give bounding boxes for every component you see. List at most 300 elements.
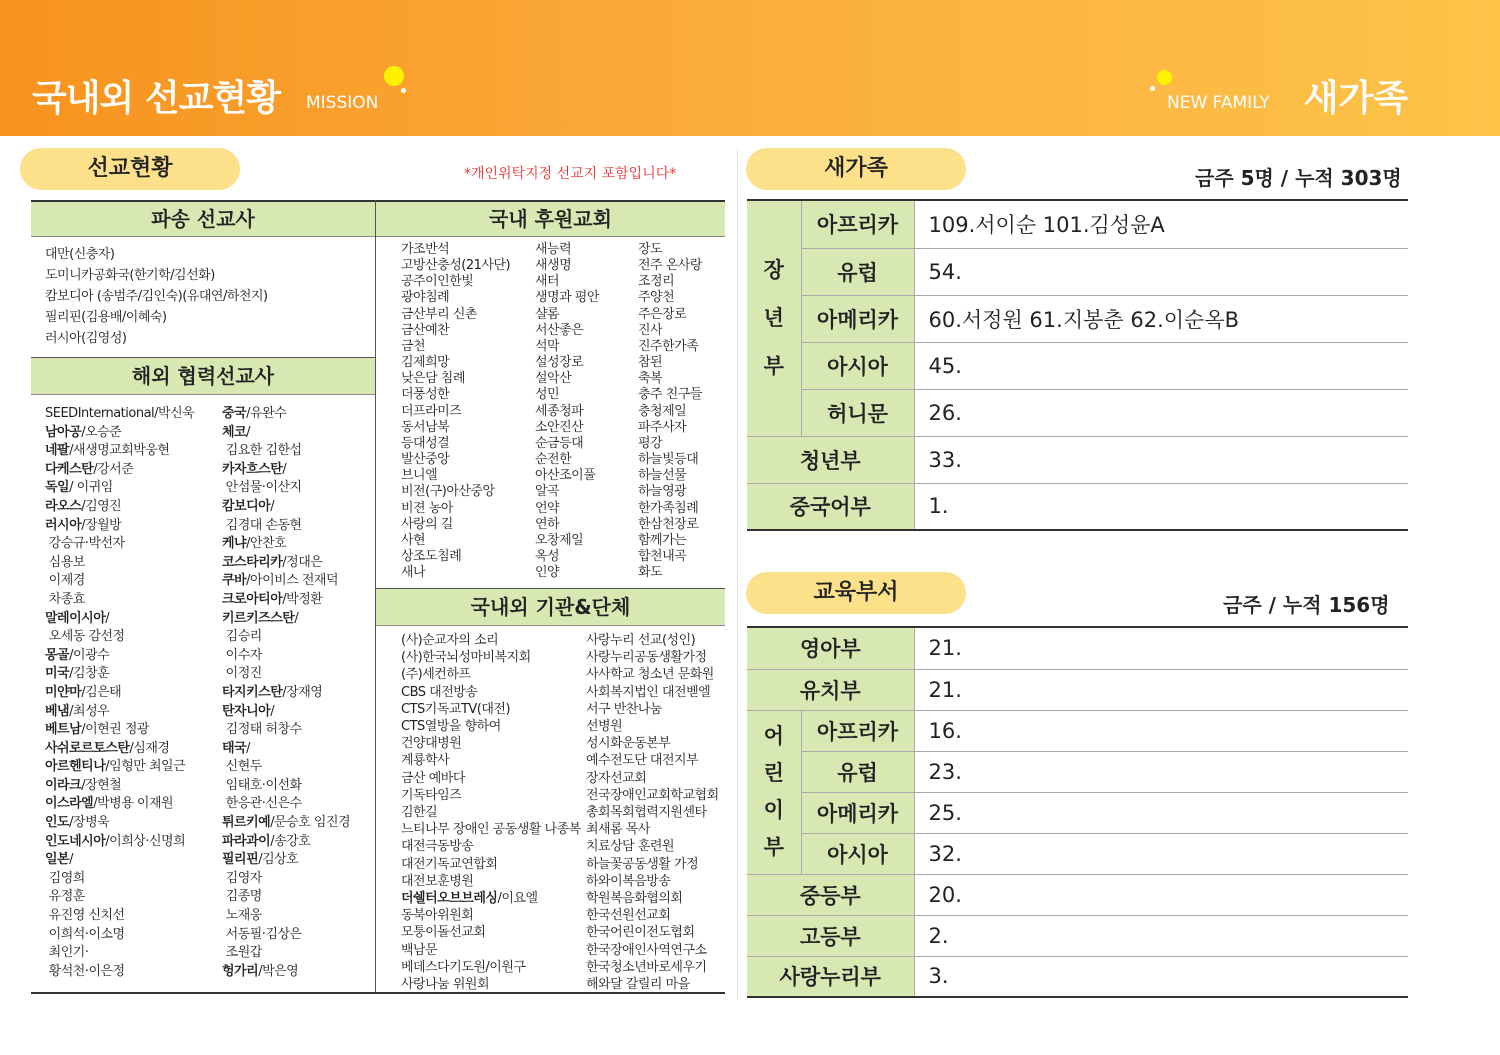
overseas-item: [222, 610, 350, 629]
sent-missionary-item: 대만(신충자): [45, 247, 115, 262]
overseas-item: [45, 610, 194, 629]
overseas-item-country: 태국: [222, 740, 247, 756]
overseas-item-names: 김영자: [222, 870, 262, 886]
row-label: 고등부: [747, 915, 914, 956]
overseas-item: [45, 703, 194, 722]
overseas-item-names: 임태호·이선화: [222, 777, 302, 793]
overseas-item-country: 헝가리: [222, 963, 259, 979]
row-value: 23.: [914, 751, 1408, 792]
overseas-item-names: 유진영 신치선: [45, 908, 125, 924]
sent-missionary-header: 파송 선교사: [31, 200, 375, 237]
overseas-item: [222, 684, 350, 703]
church-item: 아산조이풀: [535, 468, 596, 484]
overseas-item: [45, 665, 194, 684]
organization-item: [401, 959, 581, 976]
church-item: 순전한: [535, 452, 572, 468]
overseas-item: [222, 591, 350, 610]
overseas-item-names: /아이비스 전재덕: [246, 573, 339, 589]
overseas-item-country: 미얀마: [45, 684, 82, 700]
church-item: 한삼천장로: [638, 516, 699, 532]
group-label-char: 린: [763, 761, 784, 785]
overseas-item-names: 심용보: [45, 554, 85, 570]
overseas-item-country: 튀르키예: [222, 815, 271, 831]
overseas-item-country: 키르키즈스탄: [222, 610, 295, 626]
overseas-item-names: /정대은: [282, 554, 323, 570]
overseas-item-country: 말레이시아: [45, 610, 106, 626]
church-item: 고방산충성(21사단): [401, 258, 511, 274]
overseas-item: [222, 907, 350, 926]
church-item: 충청제일: [638, 403, 687, 419]
church-item: 주은장로: [638, 306, 687, 322]
overseas-item-names: /강서준: [93, 461, 134, 477]
row-value: 21.: [914, 669, 1408, 710]
overseas-item-country: 쿠바: [222, 573, 247, 589]
domestic-church-header: 국내 후원교회: [376, 200, 725, 237]
education-count: 금주 / 누적 156명: [1223, 593, 1390, 617]
organization-item-names: CTS열방을 향하여: [401, 719, 501, 735]
overseas-item-names: 이수자: [222, 647, 262, 663]
mission-pill: 선교현황: [20, 148, 240, 190]
row-label: 유럽: [801, 248, 914, 295]
table-row: [747, 956, 1408, 997]
church-item: 오창제일: [535, 532, 584, 548]
organization-item: [401, 942, 581, 959]
organization-item: 성시화운동본부: [586, 736, 671, 752]
overseas-item-country: 아르헨티나: [45, 759, 106, 775]
overseas-item-names: /오승준: [81, 424, 122, 440]
church-item: 브니엘: [401, 468, 438, 484]
organization-item: 최새롬 목사: [586, 822, 650, 838]
overseas-item-country: 이라크: [45, 777, 82, 793]
overseas-item: [222, 851, 350, 870]
overseas-item: [45, 479, 194, 498]
table-row: [747, 915, 1408, 956]
organization-item: 사사학교 청소년 문화원: [586, 667, 714, 683]
overseas-item-names: 유정훈: [45, 889, 85, 905]
organization-item: [401, 856, 581, 873]
church-item: 금천: [401, 338, 426, 354]
row-value: 2.: [914, 915, 1408, 956]
organization-item: 총회목회협력지원센타: [586, 805, 707, 821]
overseas-item: [45, 851, 194, 870]
row-label: 아메리카: [801, 792, 914, 833]
organization-item: 사회복지법인 대전벧엘: [586, 684, 711, 700]
overseas-item-names: 김정태 허창수: [222, 722, 302, 738]
church-item: 충주 친구들: [638, 387, 702, 403]
organization-item: [401, 907, 581, 924]
row-label: 아시아: [801, 833, 914, 874]
organization-item-names: 김한길: [401, 805, 438, 821]
domestic-church-col1: [401, 242, 510, 581]
overseas-item-names: SEEDInternational/박신욱: [45, 406, 195, 421]
overseas-item: [45, 554, 194, 573]
overseas-item-country: 러시아: [45, 517, 82, 533]
overseas-item: [45, 628, 194, 647]
overseas-item: [222, 572, 350, 591]
church-item: 더풍성한: [401, 387, 450, 403]
overseas-item-names: 김영희: [45, 870, 85, 886]
overseas-item-country: 베냄: [45, 703, 70, 719]
overseas-list-col1: [45, 405, 194, 981]
church-item: 하늘빛등대: [638, 452, 699, 468]
overseas-item-names: /문승호 임진경: [270, 815, 351, 831]
organization-col2: [586, 632, 719, 993]
overseas-item-country: 미국: [45, 666, 70, 682]
row-label: 유럽: [801, 751, 914, 792]
organization-item: [401, 976, 581, 993]
church-item: 금산부리 신촌: [401, 306, 477, 322]
organization-item: [401, 787, 581, 804]
overseas-item-names: 차종효: [45, 591, 85, 607]
organization-item: 하와이복음방송: [586, 873, 671, 889]
row-value: 45.: [914, 342, 1408, 389]
overseas-item: [45, 591, 194, 610]
row-value: 3.: [914, 956, 1408, 997]
group-label-char: 부: [763, 835, 784, 859]
organization-item: [401, 890, 581, 907]
organization-item-names: /이요엘: [497, 891, 538, 907]
overseas-item-names: /박병용 이재원: [93, 796, 174, 812]
church-item: 장도: [638, 242, 663, 257]
row-label: 아프리카: [801, 710, 914, 751]
overseas-item: [45, 517, 194, 536]
church-item: 한가족침례: [638, 500, 699, 516]
overseas-item: [222, 628, 350, 647]
overseas-item-country: 몽골: [45, 647, 70, 663]
organization-item-names: 베데스다기도원/이원구: [401, 959, 526, 975]
organization-item-names: 사랑나눔 위원회: [401, 977, 490, 993]
organization-item-country: 더쉘터오브브레싱: [401, 891, 498, 907]
organization-item-names: (사)한국뇌성마비복지회: [401, 650, 531, 666]
organization-item: 선병원: [586, 719, 623, 735]
overseas-item-country: 독일: [45, 480, 70, 496]
overseas-item-country: 크로아티아: [222, 591, 283, 607]
table-row: [747, 389, 1408, 436]
church-item: 광야침례: [401, 290, 450, 306]
row-label: 아시아: [801, 342, 914, 389]
organization-item-names: CBS 대전방송: [401, 684, 478, 700]
church-item: 비전(구)아산중앙: [401, 484, 495, 500]
church-item: 화도: [638, 565, 663, 581]
church-item: 하늘영광: [638, 484, 687, 500]
overseas-item: [45, 721, 194, 740]
organization-item: 한국선원선교회: [586, 908, 671, 924]
overseas-item-names: 한응관·신은수: [222, 796, 302, 812]
organization-item: 사랑누리공동생활가정: [586, 650, 707, 666]
group-label-char: 어: [763, 724, 784, 748]
overseas-item-names: 최인기·: [45, 945, 89, 961]
dot-icon: [1157, 70, 1172, 85]
overseas-item: [222, 888, 350, 907]
church-item: 파주사자: [638, 419, 687, 435]
organization-item: 치료상담 훈련원: [586, 839, 675, 855]
church-item: 새나: [401, 565, 426, 581]
overseas-item-names: 황석천·이은정: [45, 963, 125, 979]
church-item: 하늘선물: [638, 468, 687, 484]
overseas-item: [222, 535, 350, 554]
overseas-item-country: 중국: [222, 406, 247, 421]
overseas-item-country: 베트남: [45, 722, 82, 738]
overseas-item: [45, 442, 194, 461]
church-item: 함께가는: [638, 532, 687, 548]
organization-item: [401, 821, 581, 838]
overseas-item-names: /이현권 정광: [81, 722, 149, 738]
church-item: 전주 온사랑: [638, 258, 702, 274]
church-item: 성민: [535, 387, 560, 403]
row-label: 허니문: [801, 389, 914, 436]
church-item: 진주한가족: [638, 338, 699, 354]
church-item: 생명과 평안: [535, 290, 599, 306]
row-label: 아메리카: [801, 295, 914, 342]
organization-item-names: 느티나무 장애인 공동생활 나종복: [401, 822, 581, 838]
overseas-item-names: 김승리: [222, 629, 262, 645]
row-value: 26.: [914, 389, 1408, 436]
domestic-church-col3: [638, 242, 702, 581]
overseas-item: [222, 517, 350, 536]
organization-item: [401, 924, 581, 941]
overseas-item-names: /장재영: [282, 684, 323, 700]
overseas-item-country: 인도네시아: [45, 833, 106, 849]
overseas-item: [45, 888, 194, 907]
row-label: 중등부: [747, 874, 914, 915]
row-value: 20.: [914, 874, 1408, 915]
sent-missionary-list: [45, 244, 268, 349]
church-item: 새생명: [535, 258, 572, 274]
church-item: 새능력: [535, 242, 572, 257]
overseas-item-names: /심재경: [129, 740, 170, 756]
organization-item-names: 동북아위원회: [401, 908, 474, 924]
table-row: [747, 710, 1408, 751]
overseas-item: [45, 926, 194, 945]
overseas-item-names: /박정환: [282, 591, 323, 607]
overseas-item-names: /장현철: [81, 777, 122, 793]
church-item: 샬롬: [535, 306, 560, 322]
overseas-item: [45, 461, 194, 480]
overseas-item: [45, 424, 194, 443]
overseas-item: [222, 554, 350, 573]
overseas-item-country: 남아공: [45, 424, 82, 440]
overseas-item-names: 노재웅: [222, 908, 262, 924]
church-item: 김제희망: [401, 355, 450, 371]
table-row: [747, 436, 1408, 483]
overseas-item-names: /: [246, 740, 251, 756]
row-value: 21.: [914, 628, 1408, 669]
overseas-item: [222, 647, 350, 666]
overseas-item: [45, 795, 194, 814]
church-item: 석막: [535, 338, 560, 354]
row-value: 109.서이순 101.김성윤A: [914, 201, 1408, 248]
overseas-item-country: 필리핀: [222, 852, 259, 868]
overseas-item: [45, 944, 194, 963]
organization-item: [401, 649, 581, 666]
church-item: 인양: [535, 565, 560, 581]
overseas-item: [222, 777, 350, 796]
organization-item: [401, 752, 581, 769]
organization-header: 국내외 기관&단체: [376, 588, 725, 626]
overseas-item: [222, 405, 350, 424]
organization-item: 하늘꽃공동생활 가정: [586, 856, 699, 872]
overseas-item: [45, 684, 194, 703]
church-item: 낮은담 침례: [401, 371, 465, 387]
church-item: 공주이인한빛: [401, 274, 474, 290]
sent-missionary-item: 도미니카공화국(한기학/김선화): [45, 268, 215, 283]
overseas-item: [222, 963, 350, 982]
church-item: 더프라미즈: [401, 403, 462, 419]
overseas-item-names: /임형만 최일근: [105, 759, 186, 775]
sent-missionary-item: 필리핀(김용배/이혜숙): [45, 310, 167, 325]
overseas-item: [45, 498, 194, 517]
church-item: 연하: [535, 516, 560, 532]
group-label-char: 장: [763, 258, 784, 283]
overseas-item-country: 체코: [222, 424, 247, 440]
overseas-item-names: 서동필·김상은: [222, 926, 302, 942]
overseas-item: [222, 758, 350, 777]
overseas-item: [222, 461, 350, 480]
overseas-item-names: /: [294, 610, 299, 626]
row-label: 중국어부: [747, 483, 914, 530]
church-item: 상조도침례: [401, 548, 462, 564]
overseas-item-country: 다케스탄: [45, 461, 94, 477]
organization-item: 장자선교회: [586, 770, 647, 786]
header-title-newfamily: 새가족: [1303, 78, 1408, 119]
church-item: 발산중앙: [401, 452, 450, 468]
header-title-mission: 국내외 선교현황: [32, 78, 280, 119]
row-value: 1.: [914, 483, 1408, 530]
overseas-item: [222, 498, 350, 517]
organization-item: [401, 838, 581, 855]
church-item: 세종청파: [535, 403, 584, 419]
overseas-item-names: 김요한 김한섭: [222, 443, 302, 459]
organization-item: 예수전도단 대전지부: [586, 753, 699, 769]
overseas-list-col2: [222, 405, 350, 981]
overseas-item-names: /장월방: [81, 517, 122, 533]
overseas-item: [45, 647, 194, 666]
overseas-item-names: /장병욱: [69, 815, 110, 831]
sent-missionary-item: 캄보디아 (송범주/김인숙)(유대연/하천지): [45, 289, 268, 304]
church-item: 사랑의 길: [401, 516, 453, 532]
organization-item-names: 대전기독교연합회: [401, 856, 498, 872]
row-value: 54.: [914, 248, 1408, 295]
education-pill: 교육부서: [746, 572, 966, 614]
organization-item: [401, 718, 581, 735]
organization-item-names: (사)순교자의 소리: [401, 633, 499, 648]
organization-item: [401, 804, 581, 821]
church-item: 비젼 농아: [401, 500, 453, 516]
organization-item-names: (주)세컨하프: [401, 667, 471, 683]
organization-item: 전국장애인교회학교협회: [586, 787, 719, 803]
organization-item-names: 건양대병원: [401, 736, 462, 752]
overseas-item-names: 김종명: [222, 889, 262, 905]
overseas-item-names: 이제경: [45, 573, 85, 589]
overseas-item: [45, 963, 194, 982]
overseas-item: [222, 926, 350, 945]
church-item: 동서남북: [401, 419, 450, 435]
group-label-cell: [747, 201, 801, 436]
sent-missionary-item: 러시아(김영성): [45, 331, 127, 346]
church-item: 축복: [638, 371, 663, 387]
overseas-item-names: /안찬호: [246, 536, 287, 552]
church-item: 등대성결: [401, 435, 450, 451]
organization-item: [401, 735, 581, 752]
table-row: [747, 833, 1408, 874]
overseas-item: [222, 833, 350, 852]
overseas-item-country: 캄보디아: [222, 498, 271, 514]
organization-item-names: 대전극동방송: [401, 839, 474, 855]
row-value: 16.: [914, 710, 1408, 751]
domestic-church-col2: [535, 242, 599, 581]
organization-item: [401, 701, 581, 718]
table-row: [747, 669, 1408, 710]
organization-item: [401, 632, 581, 649]
header-subtitle-newfamily: NEW FAMILY: [1167, 93, 1270, 113]
dot-icon: [384, 66, 404, 86]
organization-item-names: 금산 예바다: [401, 770, 465, 786]
organization-item-names: 모퉁이돌선교회: [401, 925, 486, 941]
overseas-item: [222, 442, 350, 461]
church-item: 순금등대: [535, 435, 584, 451]
overseas-item-country: 인도: [45, 815, 70, 831]
organization-item: 한국어린이전도협회: [586, 925, 695, 941]
overseas-item-names: /이광수: [69, 647, 110, 663]
overseas-item: [222, 479, 350, 498]
overseas-item: [45, 758, 194, 777]
row-value: 33.: [914, 436, 1408, 483]
organization-item-names: CTS기독교TV(대전): [401, 701, 511, 717]
overseas-item-names: /김상호: [258, 852, 299, 868]
group-label-cell: [747, 710, 801, 874]
church-item: 합천내곡: [638, 548, 687, 564]
overseas-item-names: 조원갑: [222, 945, 262, 961]
table-row: [747, 874, 1408, 915]
table-row: [747, 792, 1408, 833]
church-item: 참된: [638, 355, 663, 371]
table-row: [747, 295, 1408, 342]
overseas-item-names: /김창훈: [69, 666, 110, 682]
overseas-item-names: /: [282, 461, 287, 477]
overseas-item-names: 이정진: [222, 666, 262, 682]
row-label: 아프리카: [801, 201, 914, 248]
overseas-item-names: /김은태: [81, 684, 122, 700]
overseas-item-country: 탄자니아: [222, 703, 271, 719]
overseas-item-names: /새생명교회박웅현: [69, 443, 170, 459]
overseas-item-names: 김경대 손동현: [222, 517, 302, 533]
overseas-item: [45, 405, 194, 424]
row-label: 유치부: [747, 669, 914, 710]
overseas-item-country: 타지키스탄: [222, 684, 283, 700]
overseas-item-country: 네팔: [45, 443, 70, 459]
church-item: 옥성: [535, 548, 560, 564]
row-value: 25.: [914, 792, 1408, 833]
overseas-item-names: /최성우: [69, 703, 110, 719]
church-item: 소안진산: [535, 419, 584, 435]
table-row: [747, 483, 1408, 530]
overseas-item: [222, 740, 350, 759]
church-item: 주양천: [638, 290, 675, 306]
overseas-item-names: /송강호: [270, 833, 311, 849]
overseas-item: [45, 833, 194, 852]
overseas-item: [45, 535, 194, 554]
mission-note: *개인위탁지정 선교지 포함입니다*: [464, 166, 677, 182]
row-label: 영아부: [747, 628, 914, 669]
overseas-item-names: / 이귀임: [69, 480, 113, 496]
overseas-item-country: 코스타리카: [222, 554, 283, 570]
overseas-item-names: /: [270, 703, 275, 719]
table-row: [747, 201, 1408, 248]
overseas-item-names: /: [69, 852, 74, 868]
church-item: 언약: [535, 500, 560, 516]
organization-item-names: 대전보훈병원: [401, 873, 474, 889]
overseas-missionary-header: 해외 협력선교사: [31, 357, 375, 395]
